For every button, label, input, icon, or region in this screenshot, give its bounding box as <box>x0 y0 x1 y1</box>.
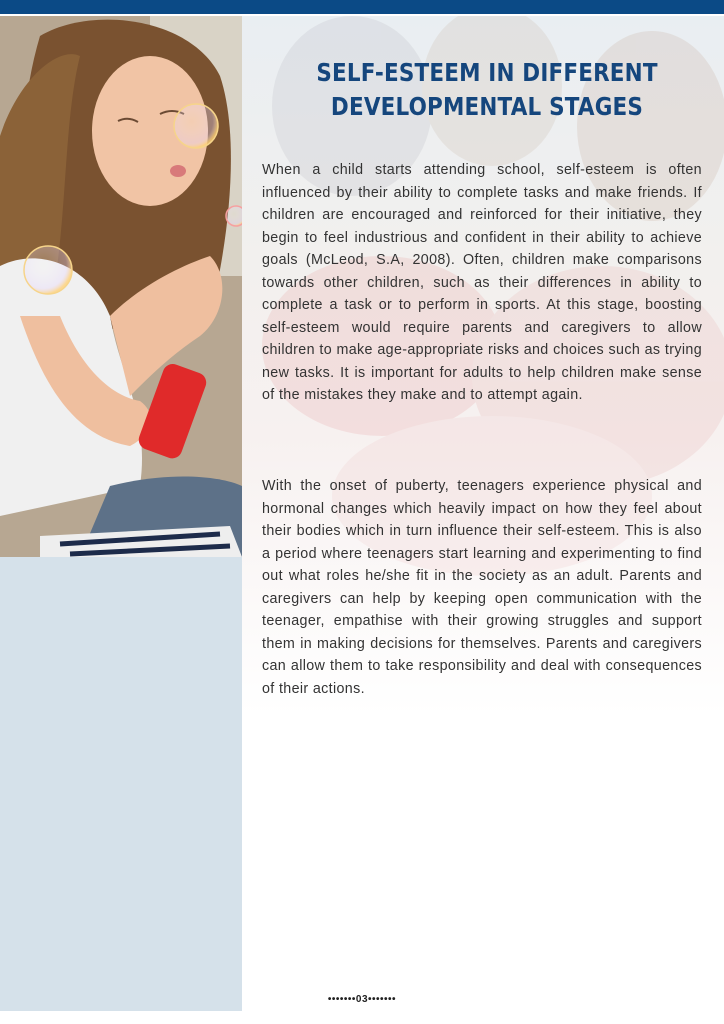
paragraph-school-age: When a child starts attending school, self-esteem is often influenced by their ability to complete tasks and make friends. If children are encouraged and reinforced for their initiative, they begin to feel industrious and confident in their ability to achieve goals (McLeod, S.A, 2008). Often, children make comparisons towards other children, such as their differences in ability to complete a task or to perform in sports. At this stage, boosting self-esteem would require parents and caregivers to allow children to make age-appropriate risks and choices such as trying new tasks. It is important for adults to help children make sense of the mistakes they make and to attempt again. <box>262 162 702 403</box>
side-panel <box>0 557 242 1011</box>
girl-blowing-bubbles-photo <box>0 16 242 557</box>
paragraph-puberty: With the onset of puberty, teenagers experience physical and hormonal changes which heavily impact on how they feel about their bodies which in turn influence their self-esteem. This is also a period where teenagers start learning and experimenting to find out what roles he/she fit in the society as an adult. Parents and caregivers can help by keeping open communication with the teenager, empathise with their growing struggles and support them in making decisions for themselves. Parents and caregivers can allow them to take responsibility and deal with consequences of their actions. <box>262 478 702 697</box>
header-bar <box>0 0 724 14</box>
page-number: •••••••03••••••• <box>327 994 397 1005</box>
page-title: SELF-ESTEEM IN DIFFERENT DEVELOPMENTAL STAGES <box>316 58 658 121</box>
